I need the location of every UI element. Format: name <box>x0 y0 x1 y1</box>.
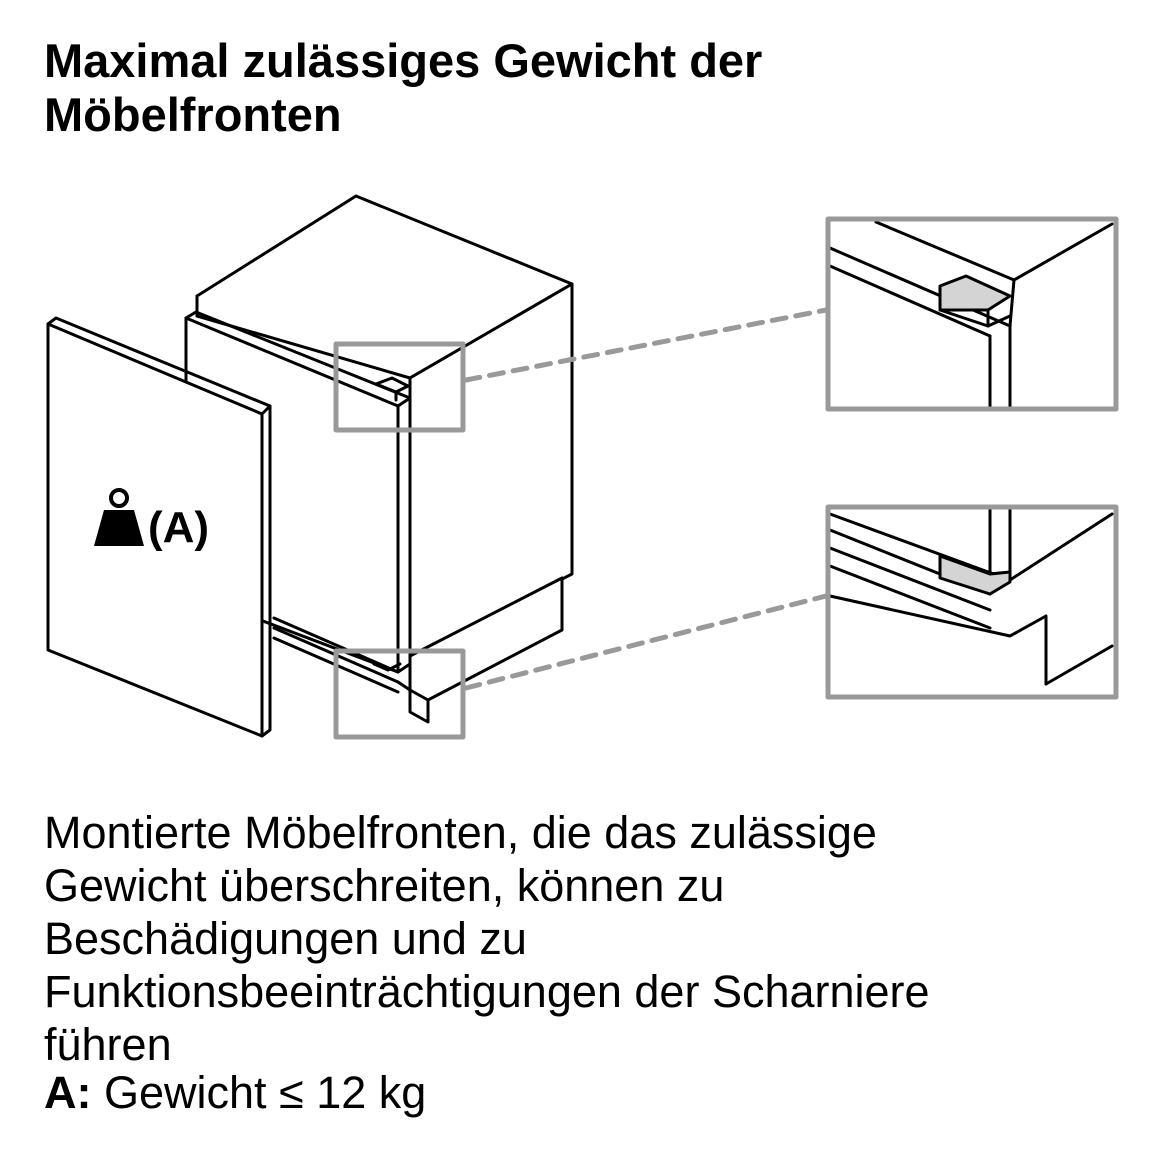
title-line-1: Maximal zulässiges Gewicht der <box>44 34 763 87</box>
weight-spec <box>44 1066 426 1119</box>
spec-key: A: <box>44 1067 92 1118</box>
weight-label: (A) <box>148 503 210 552</box>
warning-line-3: Beschädigungen und zu <box>44 913 527 964</box>
title-line-2: Möbelfronten <box>44 88 342 141</box>
spec-value: Gewicht ≤ 12 kg <box>104 1067 427 1118</box>
warning-text <box>44 806 1144 1071</box>
detail-view-bottom <box>830 510 1112 684</box>
warning-line-4: Funktionsbeeinträchtigungen der Scharniere <box>44 966 930 1017</box>
warning-line-5: führen <box>44 1019 172 1070</box>
warning-line-1: Montierte Möbelfronten, die das zulässige <box>44 807 877 858</box>
warning-line-2: Gewicht überschreiten, können zu <box>44 860 725 911</box>
detail-view-top <box>830 222 1112 406</box>
